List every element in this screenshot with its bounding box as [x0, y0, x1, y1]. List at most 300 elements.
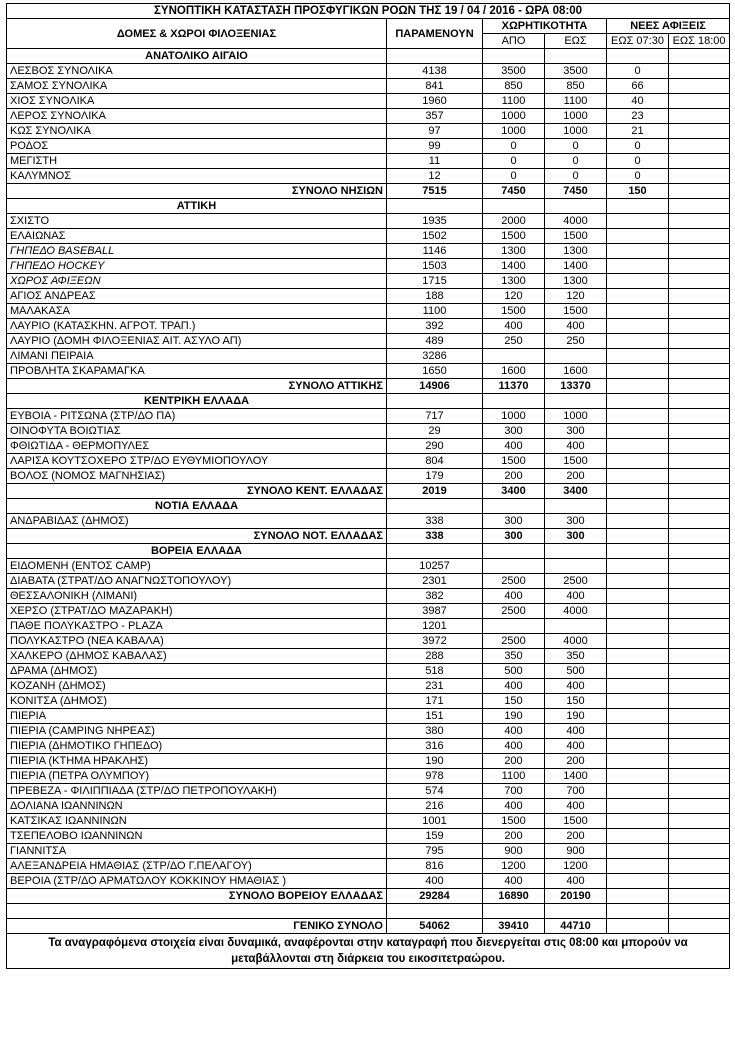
- cell-capacity-from: 2000: [483, 214, 545, 229]
- section-title: ΑΝΑΤΟΛΙΚΟ ΑΙΓΑΙΟ: [7, 49, 387, 64]
- cell-arrivals-0730: [607, 679, 669, 694]
- cell-capacity-from: [483, 559, 545, 574]
- cell-arrivals-0730: 150: [607, 184, 669, 199]
- cell-capacity-to: [545, 49, 607, 64]
- cell-capacity-to: 1300: [545, 244, 607, 259]
- title-row: [7, 4, 730, 19]
- cell-remaining: 151: [387, 709, 483, 724]
- cell-capacity-to: 1600: [545, 364, 607, 379]
- cell-arrivals-1800: [669, 784, 730, 799]
- cell-arrivals-0730: [607, 229, 669, 244]
- cell-arrivals-1800: [669, 349, 730, 364]
- cell-arrivals-1800: [669, 109, 730, 124]
- cell-remaining: 2301: [387, 574, 483, 589]
- table-row: [7, 709, 730, 724]
- cell-arrivals-0730: [607, 754, 669, 769]
- cell-capacity-to: [545, 394, 607, 409]
- cell-capacity-from: 400: [483, 589, 545, 604]
- total-label: ΓΕΝΙΚΟ ΣΥΝΟΛΟ: [7, 919, 387, 934]
- cell-capacity-from: 300: [483, 424, 545, 439]
- cell-capacity-from: 700: [483, 784, 545, 799]
- total-row: [7, 184, 730, 199]
- cell-remaining: 382: [387, 589, 483, 604]
- cell-capacity-from: 300: [483, 514, 545, 529]
- cell-capacity-from: 850: [483, 79, 545, 94]
- header-new-arrivals: ΝΕΕΣ ΑΦΙΞΕΙΣ: [607, 19, 730, 34]
- cell-remaining: 2019: [387, 484, 483, 499]
- facility-name: ΑΝΔΡΑΒΙΔΑΣ (ΔΗΜΟΣ): [7, 514, 387, 529]
- refugee-flows-sheet: [6, 3, 729, 969]
- cell-capacity-to: 200: [545, 754, 607, 769]
- facility-name: ΛΑΥΡΙΟ (ΚΑΤΑΣΚΗΝ. ΑΓΡΟΤ. ΤΡΑΠ.): [7, 319, 387, 334]
- facility-name: ΕΥΒΟΙΑ - ΡΙΤΣΩΝΑ (ΣΤΡ/ΔΟ ΠΑ): [7, 409, 387, 424]
- cell-capacity-from: 1100: [483, 94, 545, 109]
- cell-remaining: [387, 904, 483, 919]
- cell-remaining: 11: [387, 154, 483, 169]
- cell-remaining: 99: [387, 139, 483, 154]
- cell-remaining: 1960: [387, 94, 483, 109]
- cell-capacity-from: 2500: [483, 574, 545, 589]
- cell-capacity-to: 400: [545, 874, 607, 889]
- table-row: [7, 649, 730, 664]
- header-capacity: ΧΩΡΗΤΙΚΟΤΗΤΑ: [483, 19, 607, 34]
- cell-capacity-from: 3500: [483, 64, 545, 79]
- cell-arrivals-0730: [607, 529, 669, 544]
- table-row: [7, 154, 730, 169]
- section-row: [7, 499, 730, 514]
- cell-arrivals-0730: [607, 199, 669, 214]
- cell-arrivals-0730: [607, 889, 669, 904]
- cell-capacity-to: 300: [545, 514, 607, 529]
- table-row: [7, 874, 730, 889]
- facility-name: ΚΑΛΥΜΝΟΣ: [7, 169, 387, 184]
- cell-capacity-to: [545, 904, 607, 919]
- cell-arrivals-1800: [669, 394, 730, 409]
- facility-name: ΦΘΙΩΤΙΔΑ - ΘΕΡΜΟΠΥΛΕΣ: [7, 439, 387, 454]
- total-row: [7, 889, 730, 904]
- facility-name: ΑΛΕΞΑΝΔΡΕΙΑ ΗΜΑΘΙΑΣ (ΣΤΡ/ΔΟ Γ.ΠΕΛΑΓΟΥ): [7, 859, 387, 874]
- total-label: ΣΥΝΟΛΟ ΚΕΝΤ. ΕΛΛΑΔΑΣ: [7, 484, 387, 499]
- cell-capacity-from: 1300: [483, 244, 545, 259]
- cell-capacity-to: 1000: [545, 409, 607, 424]
- cell-remaining: 338: [387, 514, 483, 529]
- cell-arrivals-1800: [669, 664, 730, 679]
- cell-arrivals-0730: [607, 904, 669, 919]
- cell-arrivals-0730: [607, 874, 669, 889]
- header-capacity-to: ΕΩΣ: [545, 34, 607, 49]
- cell-capacity-to: 1000: [545, 124, 607, 139]
- cell-capacity-from: 1500: [483, 814, 545, 829]
- table-row: [7, 679, 730, 694]
- table-row: [7, 79, 730, 94]
- facility-name: ΠΙΕΡΙΑ (ΚΤΗΜΑ ΗΡΑΚΛΗΣ): [7, 754, 387, 769]
- cell-arrivals-1800: [669, 514, 730, 529]
- cell-arrivals-1800: [669, 424, 730, 439]
- cell-arrivals-0730: 40: [607, 94, 669, 109]
- cell-arrivals-0730: [607, 694, 669, 709]
- cell-arrivals-1800: [669, 199, 730, 214]
- section-title: ΝΟΤΙΑ ΕΛΛΑΔΑ: [7, 499, 387, 514]
- cell-capacity-to: [545, 499, 607, 514]
- table-row: [7, 469, 730, 484]
- cell-capacity-from: 2500: [483, 604, 545, 619]
- total-label: ΣΥΝΟΛΟ ΒΟΡΕΙΟΥ ΕΛΛΑΔΑΣ: [7, 889, 387, 904]
- section-title: ΑΤΤΙΚΗ: [7, 199, 387, 214]
- cell-remaining: 316: [387, 739, 483, 754]
- cell-capacity-to: 700: [545, 784, 607, 799]
- cell-capacity-from: 16890: [483, 889, 545, 904]
- cell-capacity-from: 7450: [483, 184, 545, 199]
- cell-arrivals-1800: [669, 874, 730, 889]
- cell-remaining: 717: [387, 409, 483, 424]
- facility-name: ΧΙΟΣ ΣΥΝΟΛΙΚΑ: [7, 94, 387, 109]
- facility-name: ΛΑΥΡΙΟ (ΔΟΜΗ ΦΙΛΟΞΕΝΙΑΣ ΑΙΤ. ΑΣΥΛΟ ΑΠ): [7, 334, 387, 349]
- table-row: [7, 349, 730, 364]
- cell-remaining: 4138: [387, 64, 483, 79]
- cell-capacity-to: 1500: [545, 229, 607, 244]
- cell-arrivals-0730: [607, 394, 669, 409]
- cell-remaining: 231: [387, 679, 483, 694]
- cell-arrivals-1800: [669, 574, 730, 589]
- cell-capacity-to: 150: [545, 694, 607, 709]
- cell-remaining: 290: [387, 439, 483, 454]
- cell-arrivals-0730: [607, 379, 669, 394]
- cell-arrivals-1800: [669, 64, 730, 79]
- cell-capacity-to: 20190: [545, 889, 607, 904]
- cell-arrivals-1800: [669, 319, 730, 334]
- table-row: [7, 244, 730, 259]
- cell-capacity-from: [483, 499, 545, 514]
- cell-remaining: 1715: [387, 274, 483, 289]
- facility-name: ΓΙΑΝΝΙΤΣΑ: [7, 844, 387, 859]
- footer-note: Τα αναγραφόμενα στοιχεία είναι δυναμικά, αναφέρονται στην καταγραφή που διενεργείται στις 08:00 και μπορούν να μεταβάλλονται στη διάρκεια του εικοσιτετραώρου.: [7, 934, 730, 969]
- facility-name: ΛΕΡΟΣ ΣΥΝΟΛΙΚΑ: [7, 109, 387, 124]
- table-row: [7, 559, 730, 574]
- cell-arrivals-1800: [669, 604, 730, 619]
- cell-arrivals-0730: 0: [607, 154, 669, 169]
- cell-remaining: 574: [387, 784, 483, 799]
- cell-remaining: 804: [387, 454, 483, 469]
- cell-arrivals-1800: [669, 274, 730, 289]
- header-facilities: ΔΟΜΕΣ & ΧΩΡΟΙ ΦΙΛΟΞΕΝΙΑΣ: [7, 19, 387, 49]
- cell-arrivals-1800: [669, 634, 730, 649]
- cell-arrivals-0730: [607, 484, 669, 499]
- table-row: [7, 319, 730, 334]
- facility-name: ΠΙΕΡΙΑ: [7, 709, 387, 724]
- cell-arrivals-0730: [607, 619, 669, 634]
- facility-name: ΠΙΕΡΙΑ (ΔΗΜΟΤΙΚΟ ΓΗΠΕΔΟ): [7, 739, 387, 754]
- cell-arrivals-1800: [669, 409, 730, 424]
- cell-capacity-from: 400: [483, 439, 545, 454]
- cell-arrivals-0730: [607, 769, 669, 784]
- table-row: [7, 409, 730, 424]
- cell-arrivals-0730: [607, 589, 669, 604]
- cell-capacity-to: 0: [545, 169, 607, 184]
- table-body: [7, 49, 730, 934]
- facility-name: ΛΕΣΒΟΣ ΣΥΝΟΛΙΚΑ: [7, 64, 387, 79]
- cell-capacity-from: 200: [483, 754, 545, 769]
- cell-capacity-to: 850: [545, 79, 607, 94]
- table-row: [7, 589, 730, 604]
- cell-arrivals-0730: [607, 514, 669, 529]
- cell-arrivals-0730: 0: [607, 169, 669, 184]
- cell-remaining: 338: [387, 529, 483, 544]
- cell-arrivals-1800: [669, 184, 730, 199]
- section-title: ΒΟΡΕΙΑ ΕΛΛΑΔΑ: [7, 544, 387, 559]
- cell-arrivals-0730: [607, 319, 669, 334]
- facility-name: ΘΕΣΣΑΛΟΝΙΚΗ (ΛΙΜΑΝΙ): [7, 589, 387, 604]
- cell-capacity-from: 1600: [483, 364, 545, 379]
- cell-capacity-to: 1400: [545, 259, 607, 274]
- cell-capacity-to: 4000: [545, 604, 607, 619]
- table-row: [7, 214, 730, 229]
- cell-remaining: 1650: [387, 364, 483, 379]
- cell-capacity-from: 0: [483, 154, 545, 169]
- cell-capacity-to: 2500: [545, 574, 607, 589]
- cell-arrivals-1800: [669, 244, 730, 259]
- cell-arrivals-1800: [669, 484, 730, 499]
- cell-arrivals-0730: [607, 844, 669, 859]
- cell-arrivals-0730: [607, 454, 669, 469]
- table-row: [7, 829, 730, 844]
- cell-capacity-to: 1000: [545, 109, 607, 124]
- cell-remaining: [387, 49, 483, 64]
- header-row-1: [7, 19, 730, 34]
- cell-arrivals-1800: [669, 499, 730, 514]
- table-row: [7, 364, 730, 379]
- cell-remaining: [387, 544, 483, 559]
- facility-name: ΤΣΕΠΕΛΟΒΟ ΙΩΑΝΝΙΝΩΝ: [7, 829, 387, 844]
- cell-arrivals-0730: [607, 544, 669, 559]
- table-row: [7, 754, 730, 769]
- section-row: [7, 49, 730, 64]
- cell-remaining: 29284: [387, 889, 483, 904]
- cell-arrivals-1800: [669, 79, 730, 94]
- cell-arrivals-0730: [607, 709, 669, 724]
- facility-name: ΔΡΑΜΑ (ΔΗΜΟΣ): [7, 664, 387, 679]
- cell-remaining: 216: [387, 799, 483, 814]
- facility-name: ΚΑΤΣΙΚΑΣ ΙΩΑΝΝΙΝΩΝ: [7, 814, 387, 829]
- cell-remaining: 97: [387, 124, 483, 139]
- cell-arrivals-1800: [669, 844, 730, 859]
- report-title: ΣΥΝΟΠΤΙΚΗ ΚΑΤΑΣΤΑΣΗ ΠΡΟΣΦΥΓΙΚΩΝ ΡΟΩΝ ΤΗΣ 19 / 04 / 2016 - ΩΡΑ 08:00: [7, 4, 730, 19]
- cell-capacity-to: 400: [545, 439, 607, 454]
- cell-capacity-to: 4000: [545, 634, 607, 649]
- facility-name: ΠΙΕΡΙΑ (CAMPING ΝΗΡΕΑΣ): [7, 724, 387, 739]
- cell-arrivals-1800: [669, 724, 730, 739]
- cell-arrivals-0730: [607, 829, 669, 844]
- cell-capacity-from: 0: [483, 139, 545, 154]
- cell-capacity-from: 400: [483, 724, 545, 739]
- cell-capacity-from: 300: [483, 529, 545, 544]
- cell-remaining: 29: [387, 424, 483, 439]
- cell-capacity-from: 190: [483, 709, 545, 724]
- cell-remaining: 489: [387, 334, 483, 349]
- table-row: [7, 304, 730, 319]
- cell-remaining: 392: [387, 319, 483, 334]
- table-row: [7, 664, 730, 679]
- table-row: [7, 859, 730, 874]
- cell-capacity-to: 1200: [545, 859, 607, 874]
- cell-capacity-to: 3500: [545, 64, 607, 79]
- cell-capacity-from: 1400: [483, 259, 545, 274]
- cell-capacity-from: 1000: [483, 124, 545, 139]
- table-row: [7, 844, 730, 859]
- cell-capacity-to: [545, 199, 607, 214]
- cell-arrivals-1800: [669, 754, 730, 769]
- cell-capacity-from: [483, 49, 545, 64]
- cell-remaining: 518: [387, 664, 483, 679]
- cell-remaining: 380: [387, 724, 483, 739]
- footer-row: [7, 934, 730, 969]
- total-row: [7, 529, 730, 544]
- cell-capacity-from: 350: [483, 649, 545, 664]
- cell-capacity-to: 0: [545, 139, 607, 154]
- cell-arrivals-0730: [607, 799, 669, 814]
- cell-capacity-from: 400: [483, 319, 545, 334]
- cell-capacity-from: 200: [483, 469, 545, 484]
- cell-capacity-from: 250: [483, 334, 545, 349]
- cell-arrivals-0730: [607, 259, 669, 274]
- cell-arrivals-0730: [607, 244, 669, 259]
- cell-arrivals-1800: [669, 739, 730, 754]
- cell-remaining: 3987: [387, 604, 483, 619]
- cell-capacity-to: 400: [545, 724, 607, 739]
- cell-capacity-from: 900: [483, 844, 545, 859]
- facility-name: ΠΡΕΒΕΖΑ - ΦΙΛΙΠΠΙΑΔΑ (ΣΤΡ/ΔΟ ΠΕΤΡΟΠΟΥΛΑΚΗ): [7, 784, 387, 799]
- cell-remaining: 159: [387, 829, 483, 844]
- cell-arrivals-0730: [607, 784, 669, 799]
- header-until-0730: ΕΩΣ 07:30: [607, 34, 669, 49]
- facility-name: ΜΕΓΙΣΤΗ: [7, 154, 387, 169]
- total-label: ΣΥΝΟΛΟ ΑΤΤΙΚΗΣ: [7, 379, 387, 394]
- cell-capacity-from: 1500: [483, 229, 545, 244]
- cell-capacity-from: 400: [483, 679, 545, 694]
- section-row: [7, 544, 730, 559]
- cell-arrivals-1800: [669, 364, 730, 379]
- summary-table: [6, 3, 730, 969]
- cell-arrivals-1800: [669, 334, 730, 349]
- cell-capacity-to: 400: [545, 799, 607, 814]
- cell-arrivals-1800: [669, 289, 730, 304]
- cell-remaining: 190: [387, 754, 483, 769]
- table-row: [7, 799, 730, 814]
- cell-arrivals-0730: [607, 304, 669, 319]
- cell-arrivals-1800: [669, 589, 730, 604]
- cell-capacity-from: [483, 619, 545, 634]
- facility-name: ΟΙΝΟΦΥΤΑ ΒΟΙΩΤΙΑΣ: [7, 424, 387, 439]
- cell-arrivals-0730: [607, 214, 669, 229]
- cell-arrivals-0730: [607, 649, 669, 664]
- table-row: [7, 514, 730, 529]
- cell-arrivals-1800: [669, 649, 730, 664]
- cell-arrivals-0730: 21: [607, 124, 669, 139]
- blank-row: [7, 904, 730, 919]
- cell-capacity-to: 200: [545, 469, 607, 484]
- cell-capacity-to: 400: [545, 589, 607, 604]
- table-row: [7, 229, 730, 244]
- header-capacity-from: ΑΠΟ: [483, 34, 545, 49]
- cell-arrivals-1800: [669, 469, 730, 484]
- cell-capacity-to: 350: [545, 649, 607, 664]
- cell-arrivals-0730: [607, 334, 669, 349]
- cell-arrivals-0730: [607, 499, 669, 514]
- cell-capacity-to: 400: [545, 679, 607, 694]
- cell-arrivals-0730: [607, 559, 669, 574]
- cell-arrivals-0730: [607, 289, 669, 304]
- cell-capacity-from: 11370: [483, 379, 545, 394]
- cell-remaining: [387, 499, 483, 514]
- cell-arrivals-1800: [669, 154, 730, 169]
- table-row: [7, 634, 730, 649]
- cell-arrivals-0730: [607, 469, 669, 484]
- cell-arrivals-1800: [669, 619, 730, 634]
- facility-name: ΕΙΔΟΜΕΝΗ (ΕΝΤΟΣ CAMP): [7, 559, 387, 574]
- facility-name: ΧΩΡΟΣ ΑΦΙΞΕΩΝ: [7, 274, 387, 289]
- cell-capacity-from: [483, 199, 545, 214]
- cell-capacity-to: 300: [545, 424, 607, 439]
- table-row: [7, 769, 730, 784]
- facility-name: ΠΡΟΒΛΗΤΑ ΣΚΑΡΑΜΑΓΚΑ: [7, 364, 387, 379]
- cell-arrivals-1800: [669, 799, 730, 814]
- cell-arrivals-0730: 66: [607, 79, 669, 94]
- cell-arrivals-1800: [669, 694, 730, 709]
- cell-remaining: 179: [387, 469, 483, 484]
- facility-name: ΑΓΙΟΣ ΑΝΔΡΕΑΣ: [7, 289, 387, 304]
- cell-arrivals-0730: [607, 349, 669, 364]
- table-row: [7, 454, 730, 469]
- total-label: ΣΥΝΟΛΟ ΝΟΤ. ΕΛΛΑΔΑΣ: [7, 529, 387, 544]
- facility-name: ΡΟΔΟΣ: [7, 139, 387, 154]
- cell-arrivals-0730: [607, 574, 669, 589]
- cell-remaining: 841: [387, 79, 483, 94]
- cell-remaining: 795: [387, 844, 483, 859]
- table-row: [7, 424, 730, 439]
- cell-remaining: 816: [387, 859, 483, 874]
- cell-capacity-from: 2500: [483, 634, 545, 649]
- cell-capacity-from: 1000: [483, 409, 545, 424]
- table-row: [7, 574, 730, 589]
- cell-remaining: 7515: [387, 184, 483, 199]
- cell-remaining: 1935: [387, 214, 483, 229]
- facility-name: ΒΟΛΟΣ (ΝΟΜΟΣ ΜΑΓΝΗΣΙΑΣ): [7, 469, 387, 484]
- total-row: [7, 919, 730, 934]
- table-row: [7, 604, 730, 619]
- section-row: [7, 394, 730, 409]
- cell-capacity-from: [483, 544, 545, 559]
- cell-capacity-from: [483, 904, 545, 919]
- cell-capacity-to: [545, 619, 607, 634]
- cell-capacity-to: 7450: [545, 184, 607, 199]
- cell-capacity-to: [545, 544, 607, 559]
- cell-capacity-from: 1200: [483, 859, 545, 874]
- cell-arrivals-1800: [669, 229, 730, 244]
- cell-arrivals-1800: [669, 859, 730, 874]
- table-row: [7, 724, 730, 739]
- cell-remaining: 1001: [387, 814, 483, 829]
- cell-capacity-to: 900: [545, 844, 607, 859]
- cell-capacity-from: 500: [483, 664, 545, 679]
- facility-name: [7, 904, 387, 919]
- cell-arrivals-1800: [669, 259, 730, 274]
- cell-capacity-to: 0: [545, 154, 607, 169]
- cell-remaining: [387, 394, 483, 409]
- cell-arrivals-1800: [669, 529, 730, 544]
- table-row: [7, 739, 730, 754]
- cell-arrivals-0730: [607, 274, 669, 289]
- cell-capacity-to: 44710: [545, 919, 607, 934]
- facility-name: ΓΗΠΕΔΟ HOCKEY: [7, 259, 387, 274]
